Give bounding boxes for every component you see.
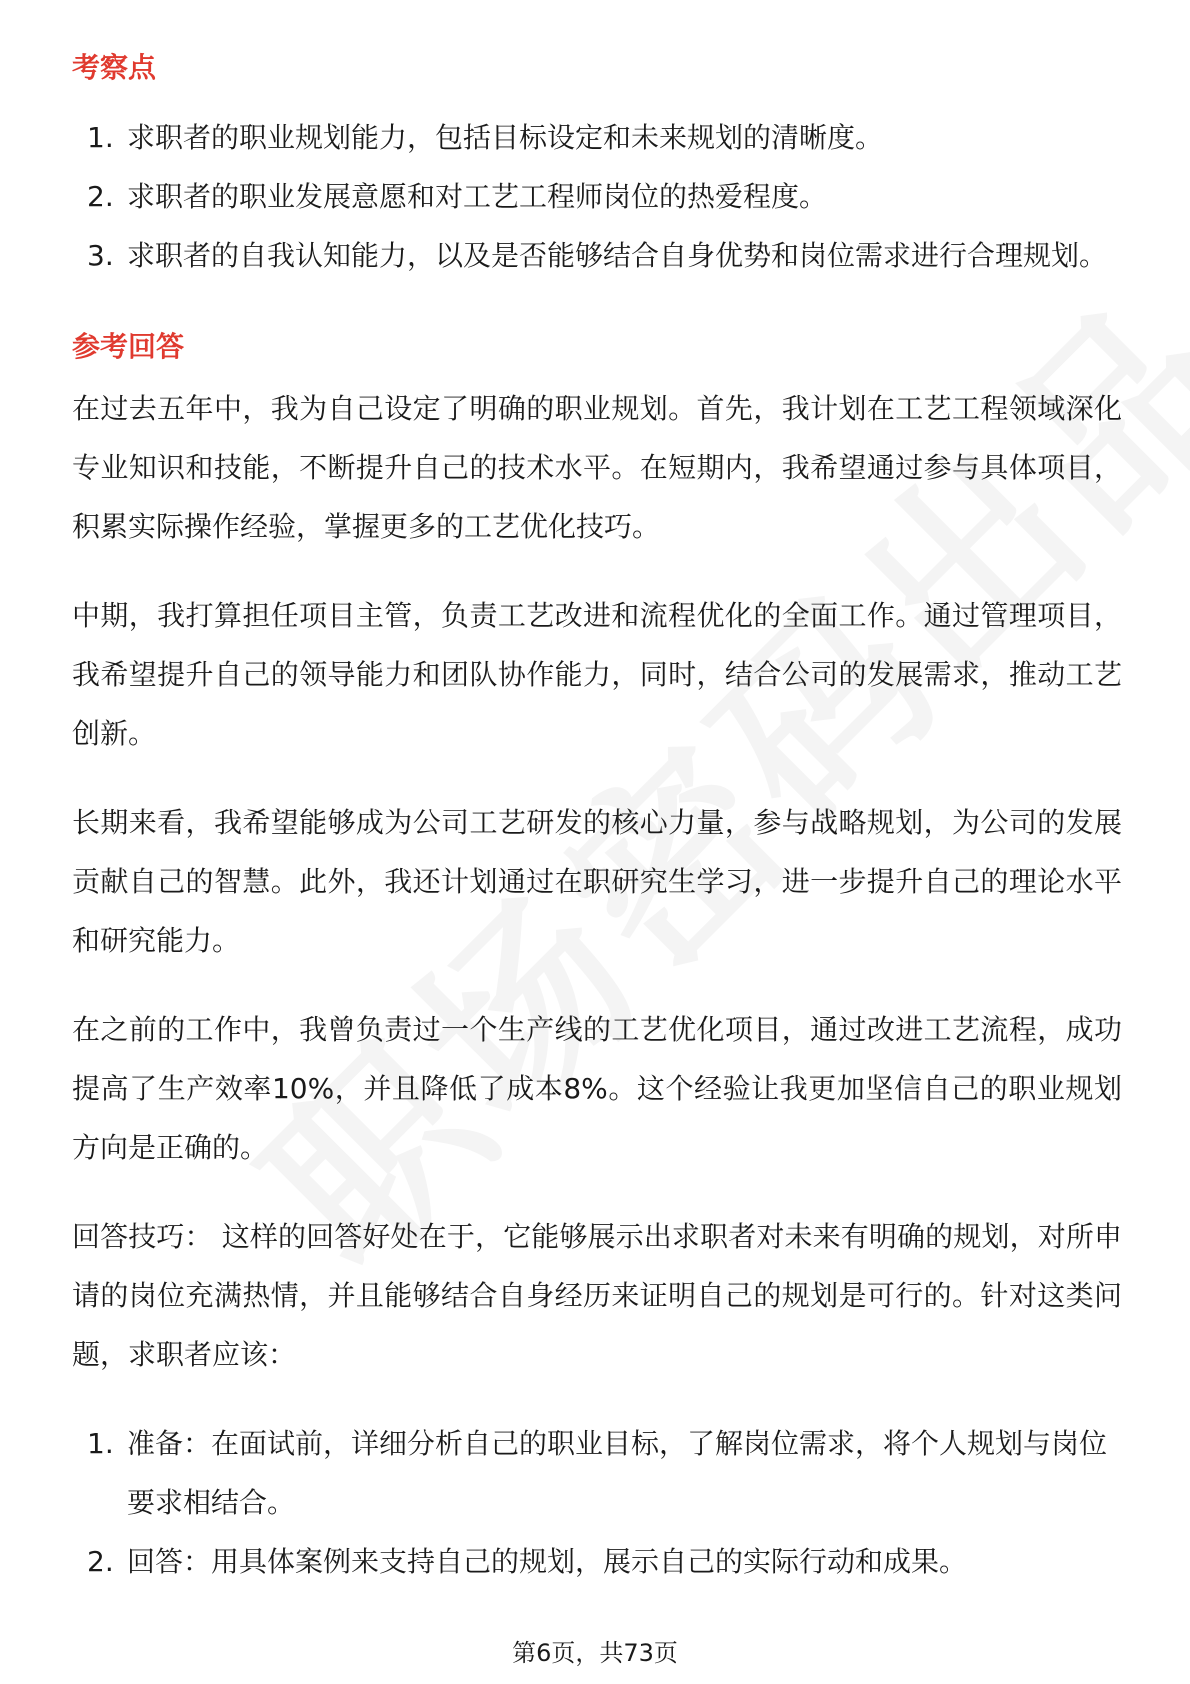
list-number: 1. [87, 121, 114, 154]
list-number: 2. [87, 180, 114, 213]
list-item [72, 108, 1122, 167]
list-item [72, 167, 1122, 226]
answer-tips-paragraph: 回答技巧： 这样的回答好处在于，它能够展示出求职者对未来有明确的规划，对所申请的岗位充满热情，并且能够结合自身经历来证明自己的规划是可行的。针对这类问题，求职者应该： [72, 1220, 1122, 1371]
answer-paragraph: 中期，我打算担任项目主管，负责工艺改进和流程优化的全面工作。通过管理项目，我希望提升自己的领导能力和团队协作能力，同时，结合公司的发展需求，推动工艺创新。 [72, 599, 1122, 750]
list-number: 1. [87, 1427, 114, 1460]
section-title-answer: 参考回答 [72, 330, 185, 363]
content [72, 48, 1122, 1591]
list-item-text: 求职者的职业发展意愿和对工艺工程师岗位的热爱程度。 [127, 180, 828, 213]
list-number: 3. [87, 239, 114, 272]
section-title-kaochadian: 考察点 [72, 51, 157, 84]
list-item-text: 求职者的职业规划能力，包括目标设定和未来规划的清晰度。 [127, 121, 884, 154]
tips-list [72, 1414, 1122, 1591]
list-item [72, 1414, 1122, 1532]
list-item [72, 226, 1122, 285]
page-footer: 第6页，共73页 [512, 1639, 678, 1667]
answer-paragraph: 长期来看，我希望能够成为公司工艺研发的核心力量，参与战略规划，为公司的发展贡献自己的智慧。此外，我还计划通过在职研究生学习，进一步提升自己的理论水平和研究能力。 [72, 806, 1122, 957]
list-item-text: 回答：用具体案例来支持自己的规划，展示自己的实际行动和成果。 [127, 1545, 968, 1578]
answer-paragraph: 在过去五年中，我为自己设定了明确的职业规划。首先，我计划在工艺工程领域深化专业知识和技能，不断提升自己的技术水平。在短期内，我希望通过参与具体项目，积累实际操作经验，掌握更多的工艺优化技巧。 [72, 392, 1122, 543]
list-item-text: 求职者的自我认知能力，以及是否能够结合自身优势和岗位需求进行合理规划。 [127, 239, 1108, 272]
kaochadian-list [72, 108, 1122, 285]
list-item [72, 1532, 1122, 1591]
list-number: 2. [87, 1545, 114, 1578]
list-item-text: 准备：在面试前，详细分析自己的职业目标，了解岗位需求，将个人规划与岗位要求相结合。 [127, 1427, 1108, 1519]
answer-paragraph: 在之前的工作中，我曾负责过一个生产线的工艺优化项目，通过改进工艺流程，成功提高了生产效率10%，并且降低了成本8%。这个经验让我更加坚信自己的职业规划方向是正确的。 [72, 1013, 1122, 1164]
